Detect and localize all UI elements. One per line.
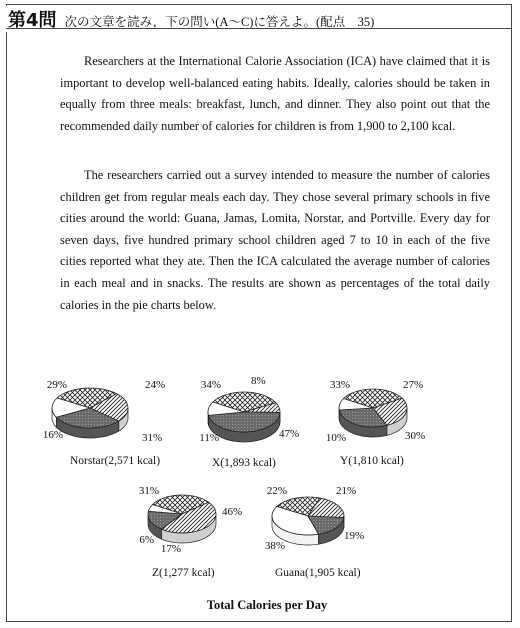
pie-slice-label: 19% bbox=[344, 530, 365, 542]
question-number: 第4問 bbox=[6, 6, 59, 32]
pie-slice-label: 34% bbox=[200, 379, 221, 391]
pie-slice-label: 8% bbox=[251, 375, 266, 387]
pie-chart-caption: X(1,893 kcal) bbox=[212, 457, 276, 469]
pie-chart-2 bbox=[199, 375, 299, 469]
pie-chart-caption: Y(1,810 kcal) bbox=[340, 455, 404, 467]
pie-slice-label: 27% bbox=[403, 379, 424, 391]
pie-slice-label: 38% bbox=[264, 540, 285, 552]
pie-chart-3 bbox=[326, 379, 425, 467]
pie-slice-label: 11% bbox=[199, 432, 219, 444]
pie-slice-label: 47% bbox=[279, 428, 300, 440]
pie-slice-label: 6% bbox=[139, 534, 154, 546]
passage-paragraph-2: The researchers carried out a survey intended to measure the number of calories children get from regular meals each day. They chose several primary schools in five cities around the world: Guana, Jamas, Lomita, Norstar, and Portville. Every day for seven days, five hundred primary school children aged 7 to 10 in each of the five cities reported what they ate. Then the ICA calculated the average number of calories in each meal and in snacks. The results are shown as percentages of the total daily calories in the pie charts below. bbox=[60, 168, 490, 312]
pie-slice-label: 46% bbox=[222, 506, 243, 518]
pie-slice-label: 10% bbox=[325, 432, 346, 444]
pie-slice-label: 21% bbox=[336, 485, 357, 497]
passage-paragraph-1: Researchers at the International Calorie Association (ICA) have claimed that it is important to develop well-balanced eating habits. Ideally, calories should be taken in equally from three meals: breakfast, lunch, and dinner. They also point out that the recommended daily number of calories for children is from 1,900 to 2,100 kcal. bbox=[60, 54, 490, 133]
question-instruction: 次の文章を読み，下の問い(A～C)に答えよ。(配点 35) bbox=[64, 15, 375, 29]
pie-chart-5 bbox=[265, 485, 364, 579]
pie-chart-caption: Z(1,277 kcal) bbox=[152, 567, 215, 579]
pie-slice-label: 22% bbox=[266, 485, 287, 497]
pie-chart-caption: Guana(1,905 kcal) bbox=[275, 567, 361, 579]
pie-slice-label: 24% bbox=[145, 379, 166, 391]
pie-slice-label: 31% bbox=[138, 485, 159, 497]
pie-slice-label: 16% bbox=[42, 429, 63, 441]
pie-slice-label: 29% bbox=[46, 379, 67, 391]
pie-chart-1 bbox=[43, 379, 165, 467]
pie-chart-caption: Norstar(2,571 kcal) bbox=[70, 455, 161, 467]
pie-slice-label: 17% bbox=[160, 543, 181, 555]
figure-title: Total Calories per Day bbox=[206, 598, 328, 612]
pie-chart-4 bbox=[139, 485, 242, 579]
pie-slice-label: 30% bbox=[405, 430, 426, 442]
pie-slice-label: 31% bbox=[142, 432, 163, 444]
pie-slice-label: 33% bbox=[329, 379, 350, 391]
